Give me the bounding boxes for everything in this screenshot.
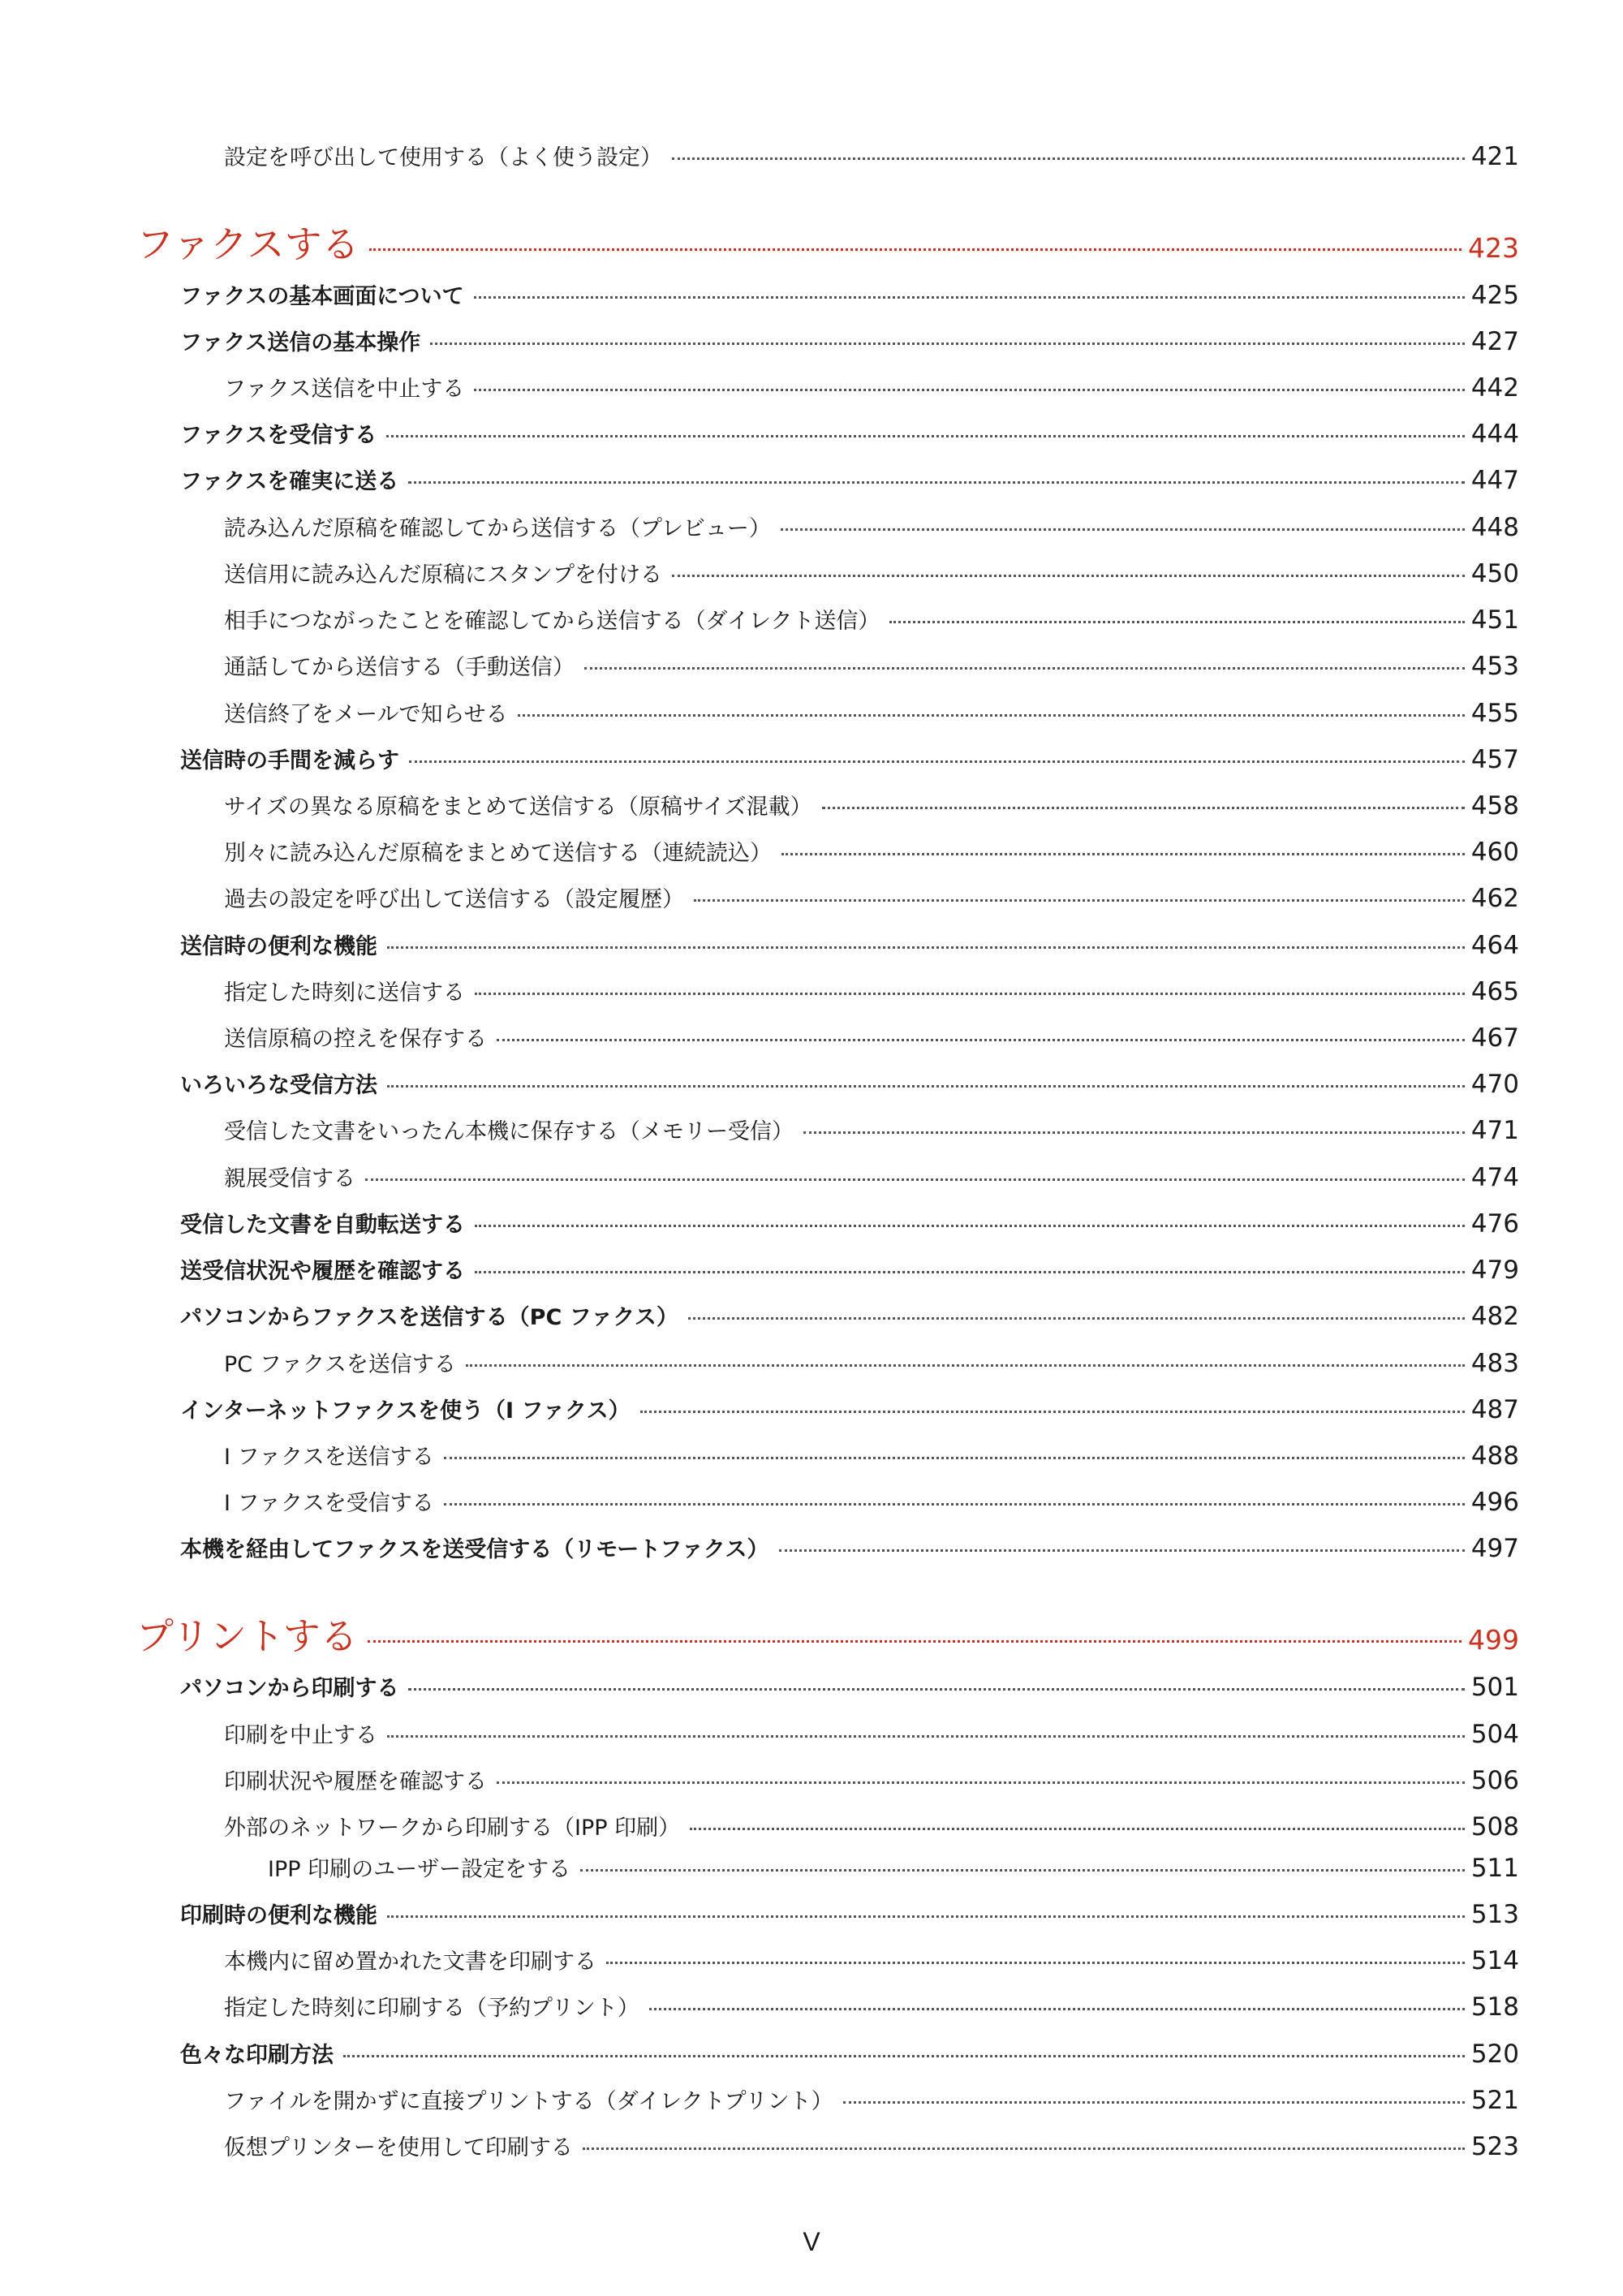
dot-leader [688, 1317, 1465, 1320]
toc-chapter[interactable] [136, 215, 1519, 266]
toc-title: 送信用に読み込んだ原稿にスタンプを付ける [224, 562, 662, 588]
toc-title: サイズの異なる原稿をまとめて送信する（原稿サイズ混載） [224, 795, 812, 820]
dot-leader [408, 481, 1465, 484]
toc-title: 親展受信する [224, 1166, 355, 1191]
toc-entry[interactable] [180, 1299, 1519, 1330]
toc-title: 印刷状況や履歴を確認する [224, 1769, 487, 1794]
toc-page-number: 499 [1468, 1624, 1519, 1656]
dot-leader [466, 1364, 1465, 1367]
dot-leader [475, 1225, 1465, 1227]
toc-page-number: 451 [1470, 605, 1519, 635]
toc-title: ファクスの基本画面について [180, 284, 464, 309]
dot-leader [387, 1735, 1465, 1738]
dot-leader [803, 1131, 1465, 1134]
toc-entry[interactable] [224, 1439, 1519, 1470]
toc-title: 仮想プリンターを使用して印刷する [224, 2135, 573, 2160]
toc-page-number: 467 [1470, 1023, 1519, 1053]
toc-entry[interactable] [180, 1670, 1519, 1701]
dot-leader [430, 342, 1465, 345]
dot-leader [694, 899, 1465, 902]
toc-title: IPP 印刷のユーザー設定をする [268, 1857, 571, 1882]
toc-entry[interactable] [180, 1253, 1519, 1284]
toc-title: 本機を経由してファクスを送受信する（リモートファクス） [180, 1537, 769, 1562]
dot-leader [580, 1869, 1465, 1872]
toc-page-number: 482 [1470, 1302, 1519, 1331]
toc-entry[interactable] [224, 1990, 1519, 2021]
dot-leader [690, 1828, 1465, 1830]
toc-page-number: 465 [1470, 977, 1519, 1006]
dot-leader [781, 528, 1465, 531]
toc-page-number: 444 [1470, 420, 1519, 449]
toc-title: 印刷を中止する [224, 1723, 377, 1748]
dot-leader [781, 853, 1465, 855]
toc-entry[interactable] [224, 557, 1519, 588]
toc-title: 送信原稿の控えを保存する [224, 1027, 487, 1052]
toc-title: I ファクスを受信する [224, 1491, 434, 1516]
toc-page-number: 421 [1470, 142, 1519, 171]
dot-leader [365, 1178, 1465, 1181]
toc-page-number: 453 [1470, 652, 1519, 681]
toc-chapter[interactable] [136, 1607, 1519, 1658]
toc-entry[interactable] [224, 1485, 1519, 1516]
toc-title: 相手につながったことを確認してから送信する（ダイレクト送信） [224, 609, 880, 634]
toc-page-number: 497 [1470, 1534, 1519, 1563]
toc-page-number: 450 [1470, 559, 1519, 588]
dot-leader [387, 1915, 1465, 1918]
dot-leader [889, 621, 1464, 623]
toc-entry[interactable] [224, 603, 1519, 634]
dot-leader [606, 1962, 1465, 1964]
toc-title: ファクスする [136, 222, 359, 266]
toc-page-number: 483 [1470, 1349, 1519, 1378]
toc-page-number: 521 [1470, 2086, 1519, 2115]
toc-title: ファクス送信の基本操作 [180, 330, 421, 355]
toc-page-number: 508 [1470, 1812, 1519, 1842]
toc-entry[interactable] [180, 278, 1519, 309]
toc-entry[interactable] [224, 2083, 1519, 2114]
dot-leader [369, 248, 1462, 251]
toc-page-number: 501 [1470, 1673, 1519, 1702]
toc-entry[interactable] [180, 1067, 1519, 1098]
toc-title: ファクスを受信する [180, 423, 377, 448]
toc-page-number: 442 [1470, 373, 1519, 403]
toc-page-number: 471 [1470, 1116, 1519, 1145]
toc-page-number: 460 [1470, 838, 1519, 867]
toc-entry[interactable] [224, 1717, 1519, 1748]
toc-title: 本機内に留め置かれた文書を印刷する [224, 1949, 596, 1975]
toc-entry[interactable] [224, 1346, 1519, 1377]
toc-page-number: 464 [1470, 931, 1519, 960]
toc-entry[interactable] [180, 463, 1519, 494]
toc-page-number: 447 [1470, 466, 1519, 495]
toc-entry[interactable] [180, 1898, 1519, 1928]
toc-entry[interactable] [224, 1161, 1519, 1191]
toc-entry[interactable] [224, 2130, 1519, 2160]
dot-leader [444, 1457, 1465, 1459]
dot-leader [672, 157, 1465, 160]
toc-page-number: 458 [1470, 791, 1519, 821]
toc-entry[interactable] [224, 1944, 1519, 1975]
dot-leader [368, 1640, 1462, 1643]
toc-entry[interactable] [180, 1393, 1519, 1424]
toc-title: 指定した時刻に送信する [224, 980, 465, 1006]
toc-entry[interactable] [180, 928, 1519, 959]
dot-leader [408, 1688, 1464, 1691]
dot-leader [444, 1503, 1465, 1506]
toc-page-number: 462 [1470, 884, 1519, 913]
toc-entry[interactable] [224, 789, 1519, 820]
toc-entry[interactable] [224, 881, 1519, 912]
toc-entry[interactable] [224, 1764, 1519, 1794]
toc-title: 受信した文書をいったん本機に保存する（メモリー受信） [224, 1119, 794, 1144]
toc-page-number: 423 [1468, 232, 1519, 264]
toc-page-number: 504 [1470, 1720, 1519, 1749]
dot-leader [583, 2147, 1465, 2150]
toc-title: I ファクスを送信する [224, 1445, 434, 1470]
toc-title: 通話してから送信する（手動送信） [224, 655, 575, 680]
toc-page-number: 520 [1470, 2040, 1519, 2069]
dot-leader [475, 1271, 1465, 1273]
toc-page-number: 470 [1470, 1070, 1519, 1099]
dot-leader [584, 667, 1465, 670]
toc-page-number: 427 [1470, 327, 1519, 356]
toc-entry[interactable] [180, 1207, 1519, 1238]
toc-page-number: 506 [1470, 1766, 1519, 1795]
toc-entry[interactable] [180, 1531, 1519, 1562]
dot-leader [518, 714, 1465, 717]
toc-title: 送信時の便利な機能 [180, 934, 377, 959]
toc-entry[interactable] [224, 1810, 1519, 1841]
toc-page-number: 425 [1470, 281, 1519, 310]
toc-title: 読み込んだ原稿を確認してから送信する（プレビュー） [224, 516, 771, 541]
toc-entry[interactable] [180, 2037, 1519, 2068]
dot-leader [672, 575, 1465, 577]
toc-page-number: 455 [1470, 699, 1519, 728]
toc-page-number: 448 [1470, 513, 1519, 542]
toc-title: パソコンからファクスを送信する（PC ファクス） [180, 1305, 678, 1330]
dot-leader [649, 2008, 1465, 2010]
toc-entry[interactable] [224, 649, 1519, 680]
toc-page-number: 518 [1470, 1992, 1519, 2022]
dot-leader [640, 1411, 1465, 1413]
toc-page-number: 476 [1470, 1209, 1519, 1238]
dot-leader [779, 1549, 1465, 1552]
dot-leader [822, 807, 1465, 809]
toc-title: 別々に読み込んだ原稿をまとめて送信する（連続読込） [224, 841, 772, 866]
toc-page-number: 474 [1470, 1163, 1519, 1192]
dot-leader [497, 1039, 1465, 1041]
toc-title: ファイルを開かずに直接プリントする（ダイレクトプリント） [224, 2089, 833, 2114]
toc-entry[interactable] [224, 696, 1519, 727]
toc-title: 受信した文書を自動転送する [180, 1213, 465, 1238]
toc-title: 送受信状況や履歴を確認する [180, 1259, 465, 1284]
toc-title: 印刷時の便利な機能 [180, 1903, 377, 1928]
toc-page-number: 488 [1470, 1441, 1519, 1471]
toc-page-number: 523 [1470, 2132, 1519, 2161]
toc-title: ファクス送信を中止する [224, 377, 465, 402]
toc-title: PC ファクスを送信する [224, 1352, 456, 1377]
toc-entry[interactable] [180, 743, 1519, 773]
toc-title: 色々な印刷方法 [180, 2043, 334, 2068]
toc-page-number: 479 [1470, 1256, 1519, 1285]
dot-leader [343, 2055, 1465, 2057]
toc-title: 送信時の手間を減らす [180, 748, 399, 773]
dot-leader [387, 946, 1465, 949]
dot-leader [497, 1781, 1465, 1784]
toc-page-number: 511 [1470, 1854, 1519, 1883]
toc-title: 送信終了をメールで知らせる [224, 702, 508, 727]
toc-title: ファクスを確実に送る [180, 469, 399, 494]
toc-entry[interactable] [180, 325, 1519, 355]
toc-title: プリントする [136, 1614, 358, 1658]
toc-title: パソコンから印刷する [180, 1676, 399, 1701]
page-number: V [803, 2227, 820, 2256]
toc-page-number: 513 [1470, 1900, 1519, 1929]
dot-leader [386, 435, 1465, 437]
dot-leader [474, 389, 1465, 391]
toc-entry[interactable] [224, 835, 1519, 866]
toc-entry[interactable] [268, 1851, 1519, 1882]
dot-leader [409, 760, 1465, 763]
toc-page-number: 487 [1470, 1395, 1519, 1424]
toc-entry[interactable] [224, 371, 1519, 402]
toc-title: 指定した時刻に印刷する（予約プリント） [224, 1996, 639, 2021]
toc-page-number: 457 [1470, 745, 1519, 774]
dot-leader [475, 993, 1465, 995]
toc-entry[interactable] [224, 1021, 1519, 1052]
toc-title: インターネットファクスを使う（I ファクス） [180, 1398, 631, 1424]
toc-entry[interactable] [224, 510, 1519, 541]
dot-leader [474, 296, 1465, 299]
toc-title: いろいろな受信方法 [180, 1073, 377, 1098]
toc-page-number: 496 [1470, 1488, 1519, 1517]
toc-entry[interactable] [224, 975, 1519, 1006]
toc-page-number: 514 [1470, 1946, 1519, 1975]
dot-leader [843, 2101, 1465, 2104]
toc-entry[interactable] [224, 140, 1519, 170]
toc-entry[interactable] [180, 417, 1519, 448]
toc-title: 過去の設定を呼び出して送信する（設定履歴） [224, 887, 684, 912]
toc-title: 設定を呼び出して使用する（よく使う設定） [224, 145, 662, 170]
toc-title: 外部のネットワークから印刷する（IPP 印刷） [224, 1816, 681, 1841]
dot-leader [387, 1085, 1465, 1088]
toc-entry[interactable] [224, 1114, 1519, 1144]
